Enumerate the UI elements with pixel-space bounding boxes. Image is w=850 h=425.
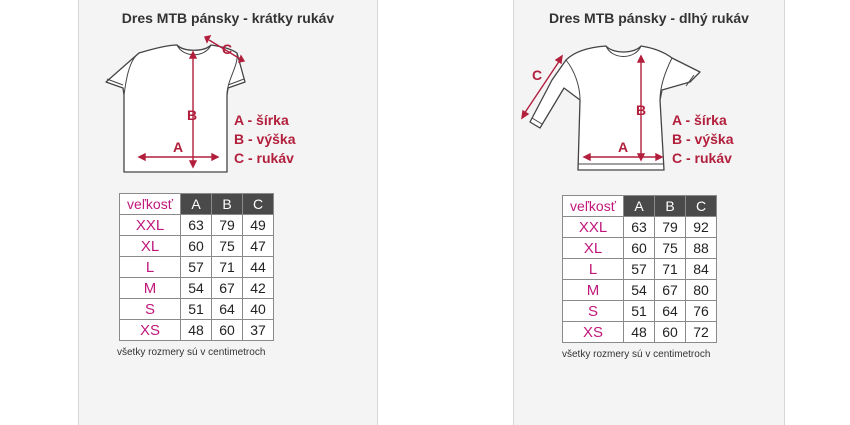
table-row [120,236,274,257]
value-cell: 51 [624,301,655,322]
value-cell: 54 [181,278,212,299]
legend-b: B - výška [234,131,296,147]
size-cell: M [120,278,181,299]
column-a-header: A [624,196,655,217]
table-header-row [120,194,274,215]
legend-a: A - šírka [672,112,727,128]
legend-c: C - rukáv [672,150,732,166]
value-cell: 79 [212,215,243,236]
column-b-header: B [212,194,243,215]
size-cell: XXL [120,215,181,236]
long-sleeve-label-a: A [618,139,629,155]
short-sleeve-label-c: C [222,41,233,57]
short-sleeve-size-table [119,193,274,341]
short-sleeve-label-b: B [187,107,198,123]
size-cell: L [120,257,181,278]
value-cell: 57 [181,257,212,278]
short-sleeve-legend [234,111,295,168]
column-b-header: B [655,196,686,217]
size-cell: XL [563,238,624,259]
size-cell: S [120,299,181,320]
value-cell: 60 [624,238,655,259]
short-sleeve-shirt-diagram [79,0,379,190]
table-row [120,257,274,278]
value-cell: 71 [655,259,686,280]
short-sleeve-panel [78,0,378,425]
value-cell: 72 [686,322,717,343]
value-cell: 64 [212,299,243,320]
value-cell: 40 [243,299,274,320]
value-cell: 49 [243,215,274,236]
value-cell: 47 [243,236,274,257]
value-cell: 51 [181,299,212,320]
value-cell: 60 [181,236,212,257]
value-cell: 48 [181,320,212,341]
value-cell: 64 [655,301,686,322]
value-cell: 75 [655,238,686,259]
value-cell: 44 [243,257,274,278]
value-cell: 76 [686,301,717,322]
table-row [563,301,717,322]
long-sleeve-shirt-diagram [514,0,786,190]
value-cell: 67 [212,278,243,299]
table-row [563,238,717,259]
legend-b: B - výška [672,131,734,147]
table-row [563,217,717,238]
value-cell: 75 [212,236,243,257]
long-sleeve-title: Dres MTB pánsky - dlhý rukáv [549,10,749,26]
size-cell: S [563,301,624,322]
column-a-header: A [181,194,212,215]
value-cell: 48 [624,322,655,343]
value-cell: 54 [624,280,655,301]
value-cell: 57 [624,259,655,280]
long-sleeve-legend [672,111,733,168]
value-cell: 60 [655,322,686,343]
short-sleeve-label-a: A [173,139,184,155]
table-row [563,322,717,343]
value-cell: 42 [243,278,274,299]
table-row [563,280,717,301]
size-cell: XS [120,320,181,341]
value-cell: 63 [181,215,212,236]
column-c-header: C [243,194,274,215]
value-cell: 79 [655,217,686,238]
table-row [563,259,717,280]
size-header: veľkosť [563,196,624,217]
column-c-header: C [686,196,717,217]
table-row [120,299,274,320]
long-sleeve-size-table [562,195,717,343]
long-sleeve-label-b: B [636,102,647,118]
table-row [120,215,274,236]
value-cell: 37 [243,320,274,341]
long-sleeve-panel [513,0,785,425]
table-header-row [563,196,717,217]
size-cell: XL [120,236,181,257]
value-cell: 71 [212,257,243,278]
size-header: veľkosť [120,194,181,215]
short-sleeve-units-note: všetky rozmery sú v centimetroch [117,347,266,358]
long-sleeve-units-note: všetky rozmery sú v centimetroch [562,349,711,360]
size-cell: M [563,280,624,301]
table-row [120,278,274,299]
size-cell: XXL [563,217,624,238]
value-cell: 92 [686,217,717,238]
long-sleeve-label-c: C [532,67,543,83]
size-cell: L [563,259,624,280]
size-cell: XS [563,322,624,343]
value-cell: 88 [686,238,717,259]
value-cell: 63 [624,217,655,238]
value-cell: 84 [686,259,717,280]
value-cell: 80 [686,280,717,301]
value-cell: 67 [655,280,686,301]
value-cell: 60 [212,320,243,341]
short-sleeve-title: Dres MTB pánsky - krátky rukáv [121,10,335,26]
legend-c: C - rukáv [234,150,294,166]
legend-a: A - šírka [234,112,289,128]
table-row [120,320,274,341]
